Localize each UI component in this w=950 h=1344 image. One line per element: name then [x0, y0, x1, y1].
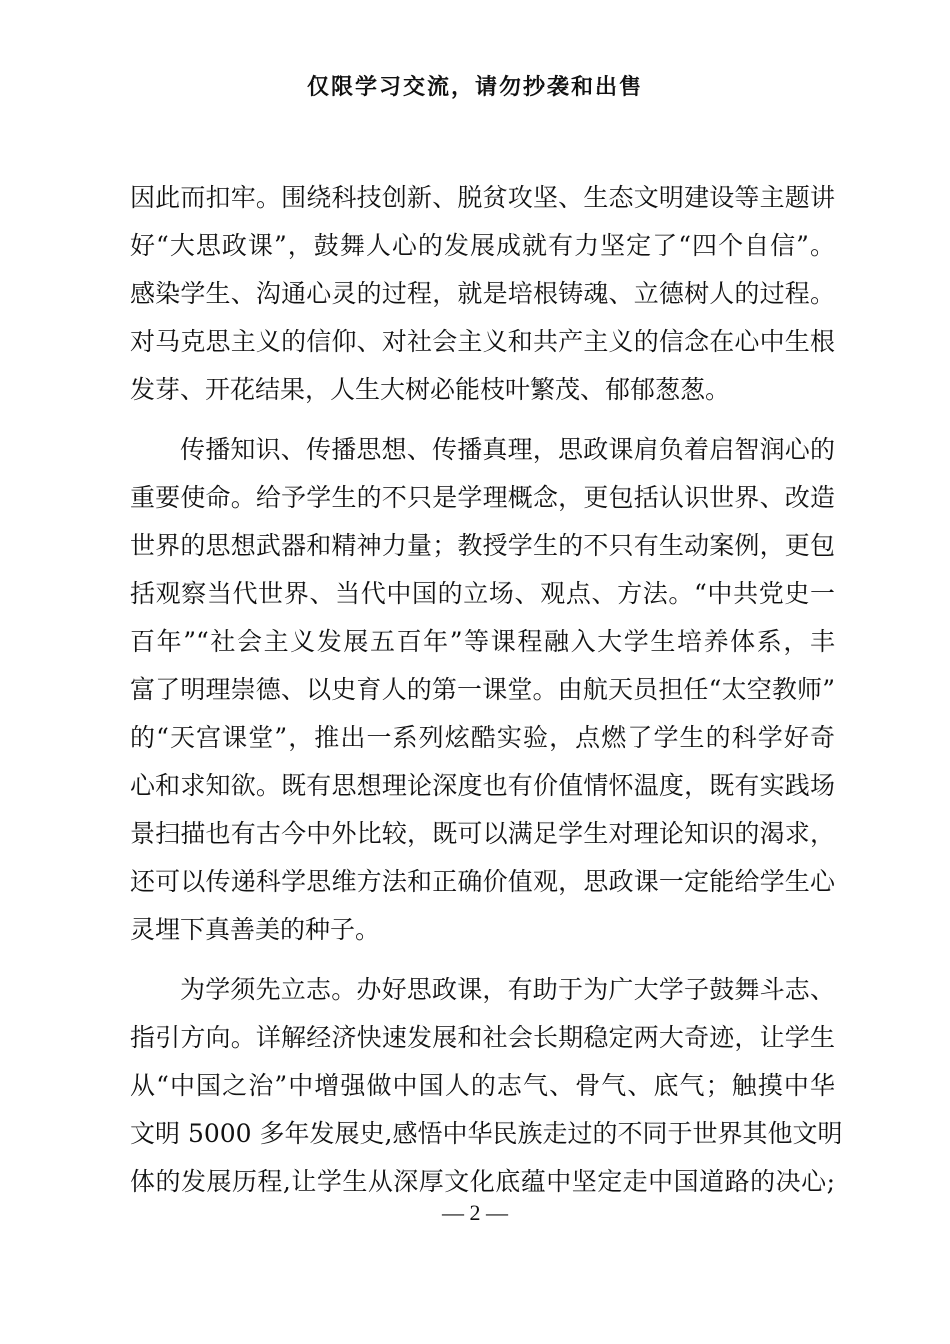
paragraph-1 [130, 174, 835, 414]
text-line: 灵埋下真善美的种子。 [130, 915, 381, 944]
text-line: 心和求知欲。既有思想理论深度也有价值情怀温度，既有实践场 [130, 771, 835, 800]
text-line: 传播知识、传播思想、传播真理，思政课肩负着启智润心的 [180, 435, 835, 464]
text-line: 富了明理崇德、以史育人的第一课堂。由航天员担任“太空教师” [130, 675, 835, 704]
page-header-notice: 仅限学习交流，请勿抄袭和出售 [306, 74, 643, 100]
text-line: 景扫描也有古今中外比较，既可以满足学生对理论知识的渴求， [130, 819, 835, 848]
text-line: 为学须先立志。办好思政课，有助于为广大学子鼓舞斗志、 [180, 975, 835, 1004]
text-line: 百年”“社会主义发展五百年”等课程融入大学生培养体系，丰 [130, 627, 835, 656]
page-number: — 2 — [442, 1200, 508, 1225]
document-body [130, 174, 843, 1206]
text-line: 对马克思主义的信仰、对社会主义和共产主义的信念在心中生根 [130, 327, 835, 356]
text-line: 的“天宫课堂”，推出一系列炫酷实验，点燃了学生的科学好奇 [130, 723, 835, 752]
text-line: 感染学生、沟通心灵的过程，就是培根铸魂、立德树人的过程。 [130, 279, 835, 308]
text-line: 重要使命。给予学生的不只是学理概念，更包括认识世界、改造 [130, 483, 835, 512]
text-line: 发芽、开花结果，人生大树必能枝叶繁茂、郁郁葱葱。 [130, 375, 731, 404]
text-line: 世界的思想武器和精神力量；教授学生的不只有生动案例，更包 [130, 531, 835, 560]
text-line: 还可以传递科学思维方法和正确价值观，思政课一定能给学生心 [130, 867, 835, 896]
text-line: 好“大思政课”，鼓舞人心的发展成就有力坚定了“四个自信”。 [130, 231, 835, 260]
text-line: 从“中国之治”中增强做中国人的志气、骨气、底气；触摸中华 [130, 1071, 835, 1100]
text-line: 文明 5000 多年发展史,感悟中华民族走过的不同于世界其他文明 [130, 1119, 843, 1148]
paragraph-3 [130, 966, 843, 1206]
text-line: 指引方向。详解经济快速发展和社会长期稳定两大奇迹，让学生 [130, 1023, 835, 1052]
text-line: 括观察当代世界、当代中国的立场、观点、方法。“中共党史一 [130, 579, 835, 608]
text-line: 体的发展历程,让学生从深厚文化底蕴中坚定走中国道路的决心; [130, 1167, 835, 1196]
paragraph-2 [130, 426, 835, 954]
text-line: 因此而扣牢。围绕科技创新、脱贫攻坚、生态文明建设等主题讲 [130, 183, 835, 212]
